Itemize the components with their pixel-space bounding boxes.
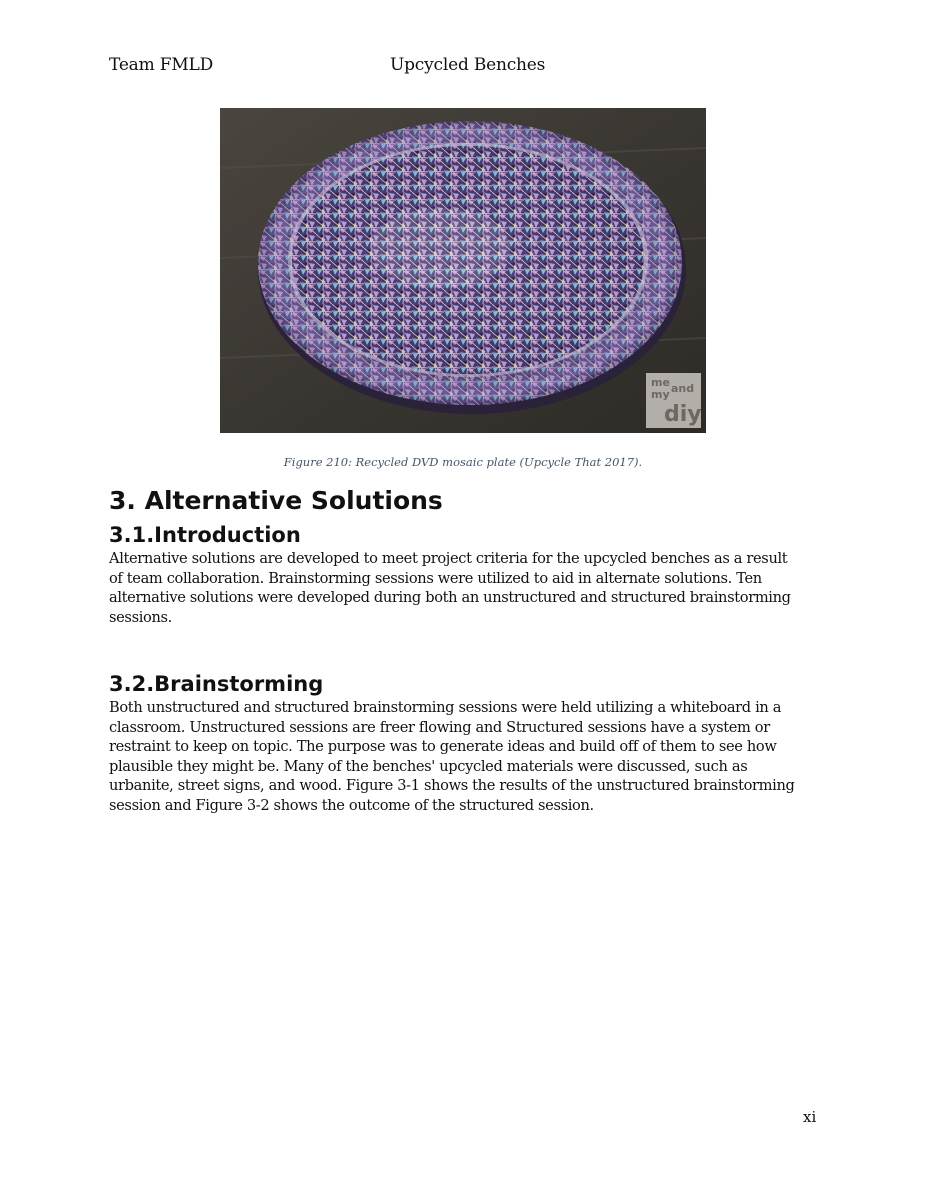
watermark-and: and xyxy=(671,382,695,395)
paragraph-line: session and Figure 3-2 shows the outcome of the structured session. xyxy=(109,796,594,814)
watermark-diy: diy xyxy=(664,402,702,427)
subsection-heading-brainstorming: 3.2.Brainstorming xyxy=(109,672,324,696)
mosaic-plate-photo xyxy=(220,108,706,433)
paragraph-line: sessions. xyxy=(109,608,172,626)
paragraph-line: plausible they might be. Many of the benches' upcycled materials were discussed, such as xyxy=(109,757,748,775)
paragraph-line: Both unstructured and structured brainstorming sessions were held utilizing a whiteboard in a xyxy=(109,699,782,716)
section-heading-alternative-solutions: 3. Alternative Solutions xyxy=(109,486,443,515)
figure-caption: Figure 210: Recycled DVD mosaic plate (Upcycle That 2017). xyxy=(283,455,643,469)
header-document-title: Upcycled Benches xyxy=(390,55,546,75)
paragraph-line: classroom. Unstructured sessions are freer flowing and Structured sessions have a system or xyxy=(109,718,770,736)
subsection-heading-introduction: 3.1.Introduction xyxy=(109,523,301,547)
introduction-paragraph xyxy=(109,549,829,627)
watermark-my: my xyxy=(651,388,670,401)
paragraph-line: Alternative solutions are developed to meet project criteria for the upcycled benches as a result xyxy=(109,550,788,567)
paragraph-line: restraint to keep on topic. The purpose was to generate ideas and build off of them to see how xyxy=(109,738,777,756)
header-team-name: Team FMLD xyxy=(109,55,214,75)
brainstorming-paragraph xyxy=(109,698,829,816)
page-number: xi xyxy=(803,1108,817,1126)
paragraph-line: urbanite, street signs, and wood. Figure 3-1 shows the results of the unstructured brainstorming xyxy=(109,777,795,795)
paragraph-line: alternative solutions were developed during both an unstructured and structured brainstorming xyxy=(109,589,791,607)
watermark-me: me xyxy=(651,376,670,389)
paragraph-line: of team collaboration. Brainstorming sessions were utilized to aid in alternate solutions. Ten xyxy=(109,569,762,587)
